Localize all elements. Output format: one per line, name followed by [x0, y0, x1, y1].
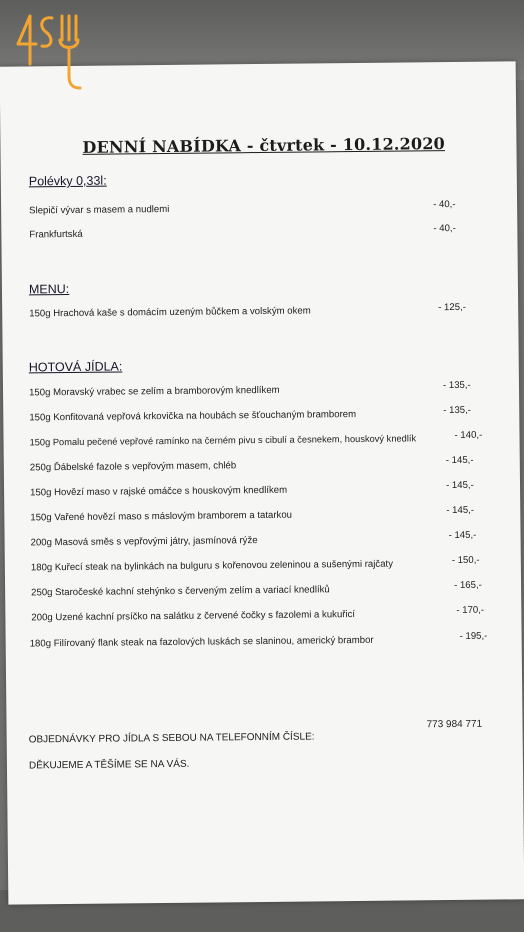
phone-number: 773 984 771: [426, 718, 483, 731]
soups-heading: Polévky 0,33l:: [28, 173, 107, 189]
restaurant-logo: [14, 10, 88, 92]
meal-item-price: - 145,-: [445, 479, 474, 492]
meal-item-name: 150g Hovězí maso v rajské omáčce s houskovým knedlíkem: [30, 484, 288, 499]
title-separator: -: [324, 135, 343, 155]
menu-item-name: 150g Hrachová kaše s domácím uzeným bůčkem a volským okem: [29, 305, 311, 320]
meal-item-price: - 135,-: [442, 379, 471, 392]
meal-item-price: - 165,-: [454, 579, 482, 591]
menu-item-price: - 125,-: [438, 301, 466, 314]
title-date: 10.12.2020: [342, 134, 446, 155]
meal-item-name: 180g Kuřecí steak na bylinkách na bulguru s kořenovou zeleninou a sušenými rajčaty: [30, 558, 394, 574]
soup-item-price: - 40,-: [433, 222, 456, 235]
meal-item-price: - 135,-: [443, 404, 472, 417]
menu-title: [82, 134, 445, 157]
meal-item-name: 200g Uzené kachní prsíčko na salátku z červené čočky s fazolemi a kukuřicí: [31, 609, 356, 624]
meal-item-price: - 145,-: [448, 529, 477, 542]
menu-heading: MENU:: [28, 282, 70, 297]
meal-item-name: 180g Filírovaný flank steak na fazolových luskách se slaninou, americký brambor: [29, 634, 374, 650]
meal-item-price: - 145,-: [446, 504, 475, 517]
meal-item-price: - 140,-: [454, 429, 483, 441]
soup-item-price: - 40,-: [433, 198, 456, 211]
meal-item-name: 150g Konfitovaná vepřová krkovička na houbách se šťouchaným bramborem: [29, 409, 357, 424]
meal-item-name: 150g Moravský vrabec se zelím a bramborovým knedlíkem: [28, 384, 280, 399]
soup-item-name: Slepičí vývar s masem a nudlemi: [29, 203, 170, 217]
soup-item-name: Frankfurtská: [29, 228, 83, 241]
meal-item-name: 150g Vařené hovězí maso s máslovým bramborem a tatarkou: [30, 509, 293, 524]
orders-note: OBJEDNÁVKY PRO JÍDLA S SEBOU NA TELEFONNÍM ČÍSLE:: [28, 731, 315, 746]
title-day: čtvrtek: [259, 135, 325, 156]
meal-item-name: 150g Pomalu pečené vepřové ramínko na černém pivu s cibulí a česnekem, houskový knedlík: [29, 433, 417, 448]
fork-logo-icon: [14, 10, 88, 92]
meal-item-price: - 195,-: [459, 630, 488, 642]
title-separator: -: [240, 136, 260, 156]
title-main: DENNÍ NABÍDKA: [82, 136, 242, 157]
meal-item-name: 250g Staročeské kachní stehýnko s červeným zelím a variací knedlíků: [31, 584, 330, 599]
meal-item-price: - 145,-: [445, 454, 474, 467]
meal-item-price: - 170,-: [456, 604, 485, 616]
meals-heading: HOTOVÁ JÍDLA:: [28, 359, 123, 375]
meal-item-name: 200g Masová směs s vepřovými játry, jasmínová rýže: [30, 535, 258, 549]
menu-paper: [0, 61, 524, 904]
meal-item-price: - 150,-: [451, 554, 480, 567]
meal-item-name: 250g Ďábelské fazole s vepřovým masem, chléb: [29, 460, 237, 474]
thanks-note: DĚKUJEME A TĚŠÍME SE NA VÁS.: [28, 758, 190, 772]
